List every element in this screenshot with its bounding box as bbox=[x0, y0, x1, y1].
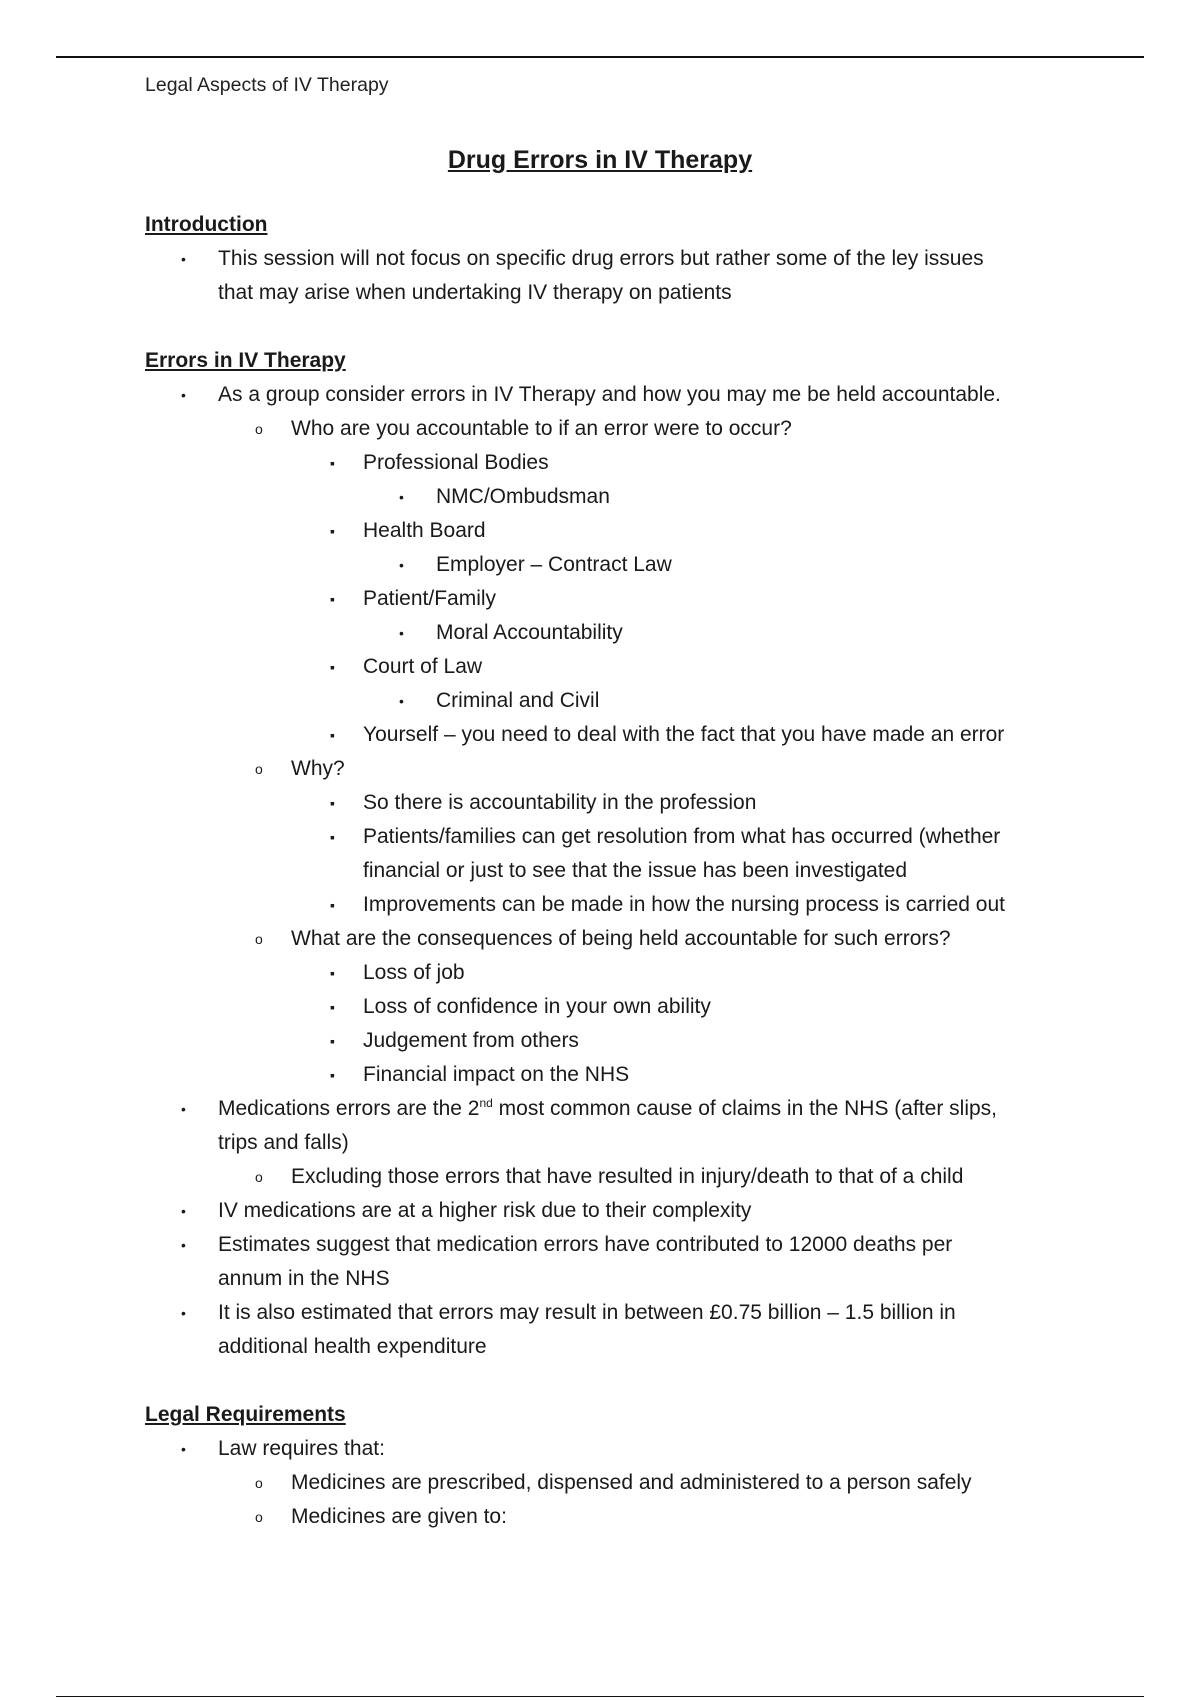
bullet-marker: ▪ bbox=[330, 795, 335, 811]
list-item: Improvements can be made in how the nursing process is carried out bbox=[363, 893, 1005, 916]
list-item: Medicines are given to: bbox=[291, 1505, 507, 1528]
list-item: Patients/families can get resolution from what has occurred (whether bbox=[363, 825, 1001, 848]
page-title: Drug Errors in IV Therapy bbox=[447, 146, 753, 174]
list-item: Medicines are prescribed, dispensed and administered to a person safely bbox=[291, 1471, 972, 1494]
list-item: Moral Accountability bbox=[436, 621, 623, 644]
bullet-marker: ▪ bbox=[330, 829, 335, 845]
med-errors-text-b: most common cause of claims in the NHS (after slips, bbox=[492, 1097, 997, 1120]
bullet-marker: ▪ bbox=[330, 1033, 335, 1049]
list-item: Criminal and Civil bbox=[436, 689, 600, 712]
bullet-marker: ▪ bbox=[330, 999, 335, 1015]
list-item: Employer – Contract Law bbox=[436, 553, 672, 576]
bullet-marker: • bbox=[181, 1305, 186, 1321]
bullet-marker: • bbox=[181, 251, 186, 267]
bullet-marker: • bbox=[399, 693, 404, 709]
list-item: Law requires that: bbox=[218, 1437, 385, 1460]
bullet-marker: o bbox=[255, 931, 263, 947]
list-item: It is also estimated that errors may result in between £0.75 billion – 1.5 billion in bbox=[218, 1301, 956, 1324]
list-item: Excluding those errors that have resulted in injury/death to that of a child bbox=[291, 1165, 964, 1188]
list-item-continuation: trips and falls) bbox=[218, 1131, 349, 1154]
bullet-marker: ▪ bbox=[330, 897, 335, 913]
bullet-marker: ▪ bbox=[330, 659, 335, 675]
list-item: As a group consider errors in IV Therapy and how you may me be held accountable. bbox=[218, 383, 1001, 406]
list-item: So there is accountability in the profession bbox=[363, 791, 757, 814]
bullet-marker: o bbox=[255, 1509, 263, 1525]
bullet-marker: ▪ bbox=[330, 523, 335, 539]
bullet-marker: o bbox=[255, 1475, 263, 1491]
bullet-marker: • bbox=[181, 387, 186, 403]
list-item: Judgement from others bbox=[363, 1029, 579, 1052]
list-item: IV medications are at a higher risk due to their complexity bbox=[218, 1199, 752, 1222]
list-item: Patient/Family bbox=[363, 587, 497, 610]
running-header: Legal Aspects of IV Therapy bbox=[145, 74, 389, 96]
bullet-marker: ▪ bbox=[330, 727, 335, 743]
section-heading-legal: Legal Requirements bbox=[145, 1403, 346, 1426]
list-item-continuation: annum in the NHS bbox=[218, 1267, 390, 1290]
list-item: Health Board bbox=[363, 519, 486, 542]
bullet-marker: o bbox=[255, 1169, 263, 1185]
bullet-marker: • bbox=[399, 489, 404, 505]
bullet-marker: • bbox=[181, 1203, 186, 1219]
list-item: This session will not focus on specific drug errors but rather some of the ley issues bbox=[218, 247, 984, 270]
med-errors-text-a: Medications errors are the 2 bbox=[218, 1097, 480, 1120]
bullet-marker: • bbox=[399, 557, 404, 573]
header-rule bbox=[56, 56, 1144, 58]
list-item: Court of Law bbox=[363, 655, 483, 678]
footer-rule bbox=[56, 1696, 1144, 1697]
bullet-marker: o bbox=[255, 761, 263, 777]
list-item: Loss of job bbox=[363, 961, 465, 984]
list-item: What are the consequences of being held accountable for such errors? bbox=[291, 927, 951, 950]
bullet-marker: ▪ bbox=[330, 965, 335, 981]
list-item: Why? bbox=[291, 757, 345, 780]
list-item-continuation: additional health expenditure bbox=[218, 1335, 487, 1358]
section-heading-errors: Errors in IV Therapy bbox=[145, 349, 346, 372]
list-item: NMC/Ombudsman bbox=[436, 485, 610, 508]
bullet-marker: • bbox=[181, 1101, 186, 1117]
ordinal-superscript: nd bbox=[479, 1096, 493, 1110]
section-heading-introduction: Introduction bbox=[145, 213, 268, 236]
list-item: Loss of confidence in your own ability bbox=[363, 995, 711, 1018]
bullet-marker: o bbox=[255, 421, 263, 437]
list-item: Professional Bodies bbox=[363, 451, 549, 474]
list-item: Estimates suggest that medication errors have contributed to 12000 deaths per bbox=[218, 1233, 953, 1256]
list-item bbox=[218, 1092, 997, 1126]
list-item-continuation: that may arise when undertaking IV therapy on patients bbox=[218, 281, 732, 304]
list-item: Who are you accountable to if an error were to occur? bbox=[291, 417, 792, 440]
bullet-marker: • bbox=[399, 625, 404, 641]
bullet-marker: ▪ bbox=[330, 1067, 335, 1083]
bullet-marker: • bbox=[181, 1441, 186, 1457]
list-item-continuation: financial or just to see that the issue has been investigated bbox=[363, 859, 908, 882]
list-item: Yourself – you need to deal with the fact that you have made an error bbox=[363, 723, 1005, 746]
bullet-marker: ▪ bbox=[330, 455, 335, 471]
bullet-marker: • bbox=[181, 1237, 186, 1253]
bullet-marker: ▪ bbox=[330, 591, 335, 607]
list-item: Financial impact on the NHS bbox=[363, 1063, 630, 1086]
